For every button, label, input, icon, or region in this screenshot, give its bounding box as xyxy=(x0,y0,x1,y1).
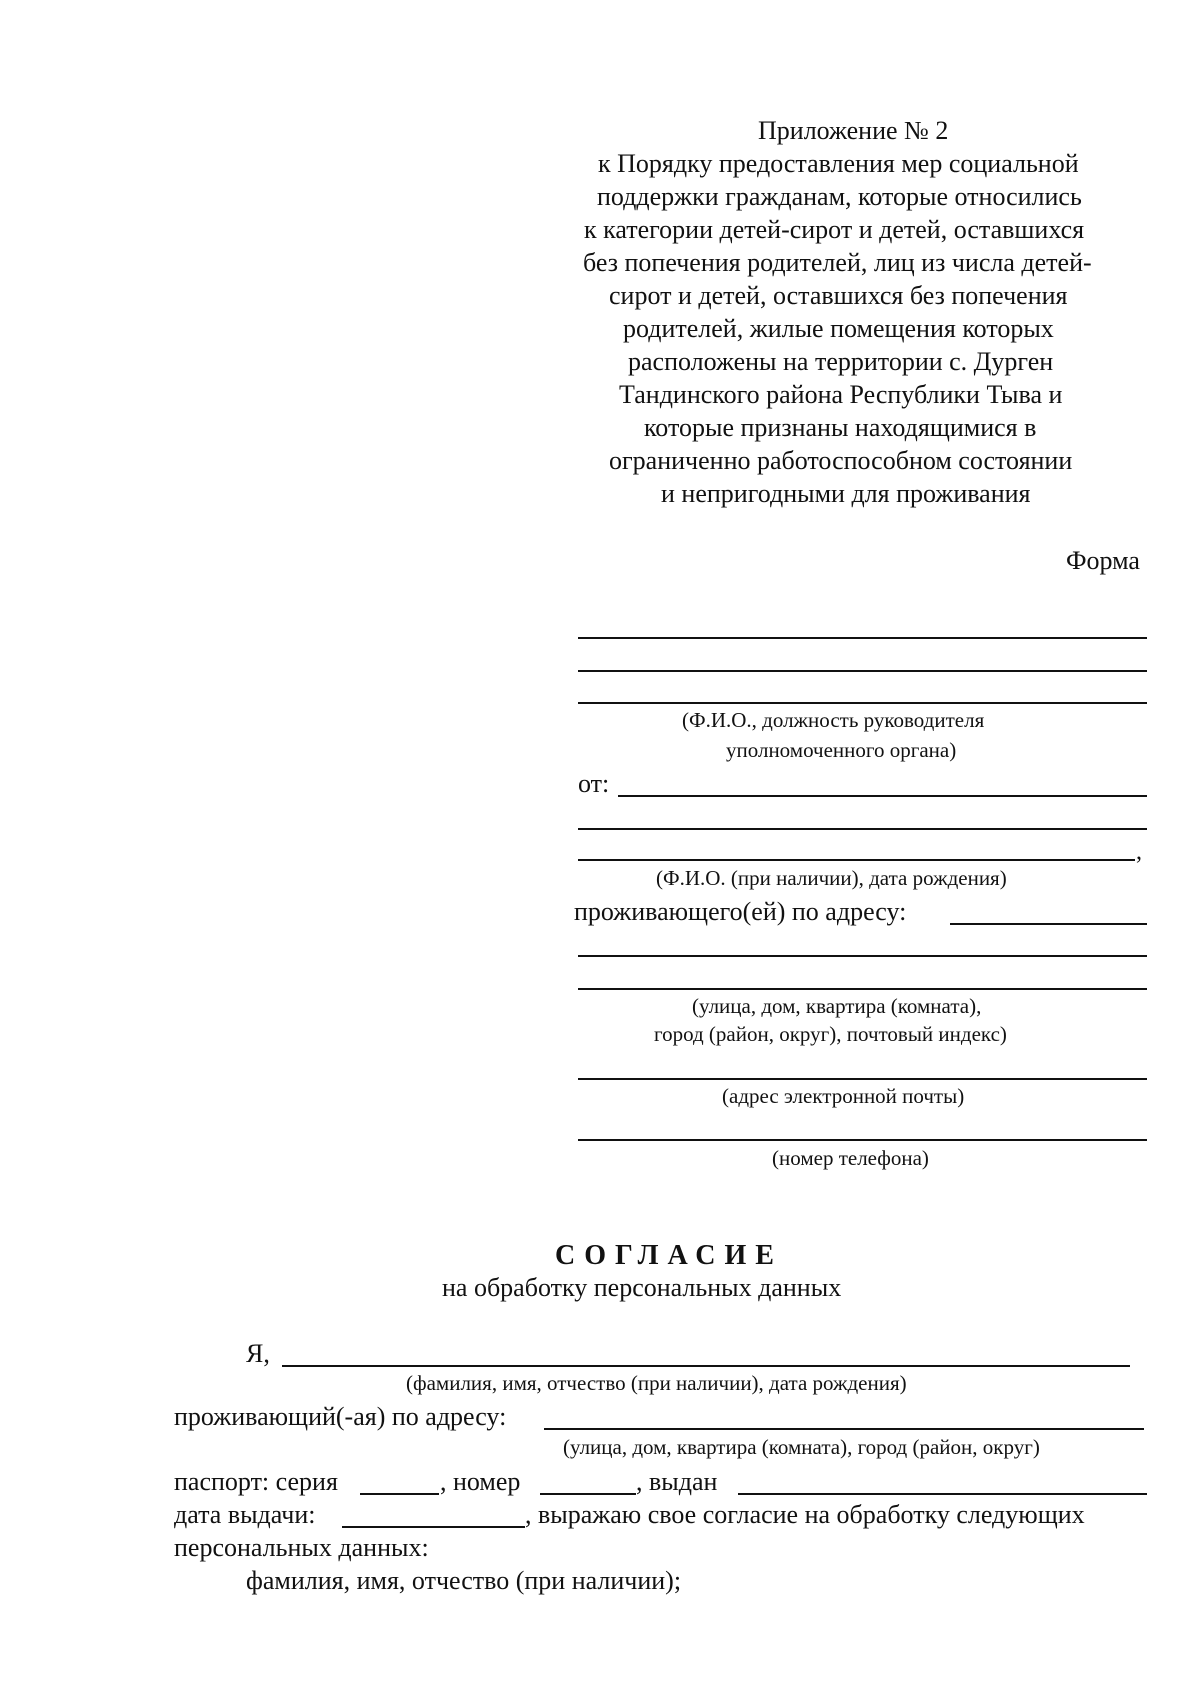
i-label: Я, xyxy=(246,1339,270,1368)
addressee-line-1 xyxy=(578,637,1147,639)
head-caption-line-1: (Ф.И.О., должность руководителя xyxy=(682,708,985,732)
personal-data-label: персональных данных: xyxy=(174,1533,429,1562)
appendix-line-1: к Порядку предоставления мер социальной xyxy=(598,149,1079,178)
consent-subtitle: на обработку персональных данных xyxy=(442,1273,842,1302)
email-line xyxy=(578,1078,1147,1080)
address-line-3 xyxy=(578,988,1147,990)
passport-number-line xyxy=(540,1493,636,1495)
head-caption-line-2: уполномоченного органа) xyxy=(726,738,957,762)
appendix-line-3: к категории детей-сирот и детей, оставшихся xyxy=(584,215,1085,244)
residing-label: проживающего(ей) по адресу: xyxy=(574,897,907,926)
passport-series-label: паспорт: серия xyxy=(174,1467,338,1496)
fio-caption: (Ф.И.О. (при наличии), дата рождения) xyxy=(656,866,1007,890)
appendix-line-5: сирот и детей, оставшихся без попечения xyxy=(609,281,1068,310)
passport-issued-line xyxy=(738,1493,1147,1495)
addressee-line-3 xyxy=(578,702,1147,704)
consent-text: , выражаю свое согласие на обработку следующих xyxy=(525,1500,1085,1529)
appendix-line-11: и непригодными для проживания xyxy=(661,479,1031,508)
phone-line xyxy=(578,1139,1147,1141)
appendix-line-4: без попечения родителей, лиц из числа детей- xyxy=(583,248,1092,277)
passport-issued-label: , выдан xyxy=(636,1467,718,1496)
issue-date-line xyxy=(342,1526,525,1528)
address-line-1 xyxy=(950,923,1147,925)
from-line-1 xyxy=(618,795,1147,797)
address-caption-line-2: город (район, округ), почтовый индекс) xyxy=(654,1022,1007,1046)
appendix-line-10: ограниченно работоспособном состоянии xyxy=(609,446,1073,475)
appendix-number: Приложение № 2 xyxy=(758,116,949,145)
appendix-line-6: родителей, жилые помещения которых xyxy=(623,314,1054,343)
appendix-line-9: которые признаны находящимися в xyxy=(644,413,1037,442)
appendix-line-2: поддержки гражданам, которые относились xyxy=(597,182,1082,211)
phone-caption: (номер телефона) xyxy=(772,1146,929,1170)
person-line xyxy=(282,1365,1130,1367)
trailing-comma: , xyxy=(1136,839,1142,865)
consent-address-caption: (улица, дом, квартира (комната), город (район, округ) xyxy=(563,1435,1040,1459)
consent-address-line xyxy=(544,1428,1144,1430)
appendix-line-8: Тандинского района Республики Тыва и xyxy=(619,380,1063,409)
address-caption-line-1: (улица, дом, квартира (комната), xyxy=(692,994,982,1018)
data-item-1: фамилия, имя, отчество (при наличии); xyxy=(246,1566,682,1595)
consent-residing-label: проживающий(-ая) по адресу: xyxy=(174,1402,507,1431)
from-line-2 xyxy=(578,828,1147,830)
from-line-3 xyxy=(578,859,1135,861)
email-caption: (адрес электронной почты) xyxy=(722,1084,965,1108)
from-label: от: xyxy=(578,769,610,798)
address-line-2 xyxy=(578,955,1147,957)
issue-date-label: дата выдачи: xyxy=(174,1500,316,1529)
appendix-line-7: расположены на территории с. Дурген xyxy=(628,347,1054,376)
addressee-line-2 xyxy=(578,670,1147,672)
form-label: Форма xyxy=(1066,546,1140,575)
passport-series-line xyxy=(360,1493,439,1495)
consent-title: СОГЛАСИЕ xyxy=(555,1240,783,1271)
passport-number-label: , номер xyxy=(440,1467,521,1496)
person-caption: (фамилия, имя, отчество (при наличии), дата рождения) xyxy=(406,1371,907,1395)
